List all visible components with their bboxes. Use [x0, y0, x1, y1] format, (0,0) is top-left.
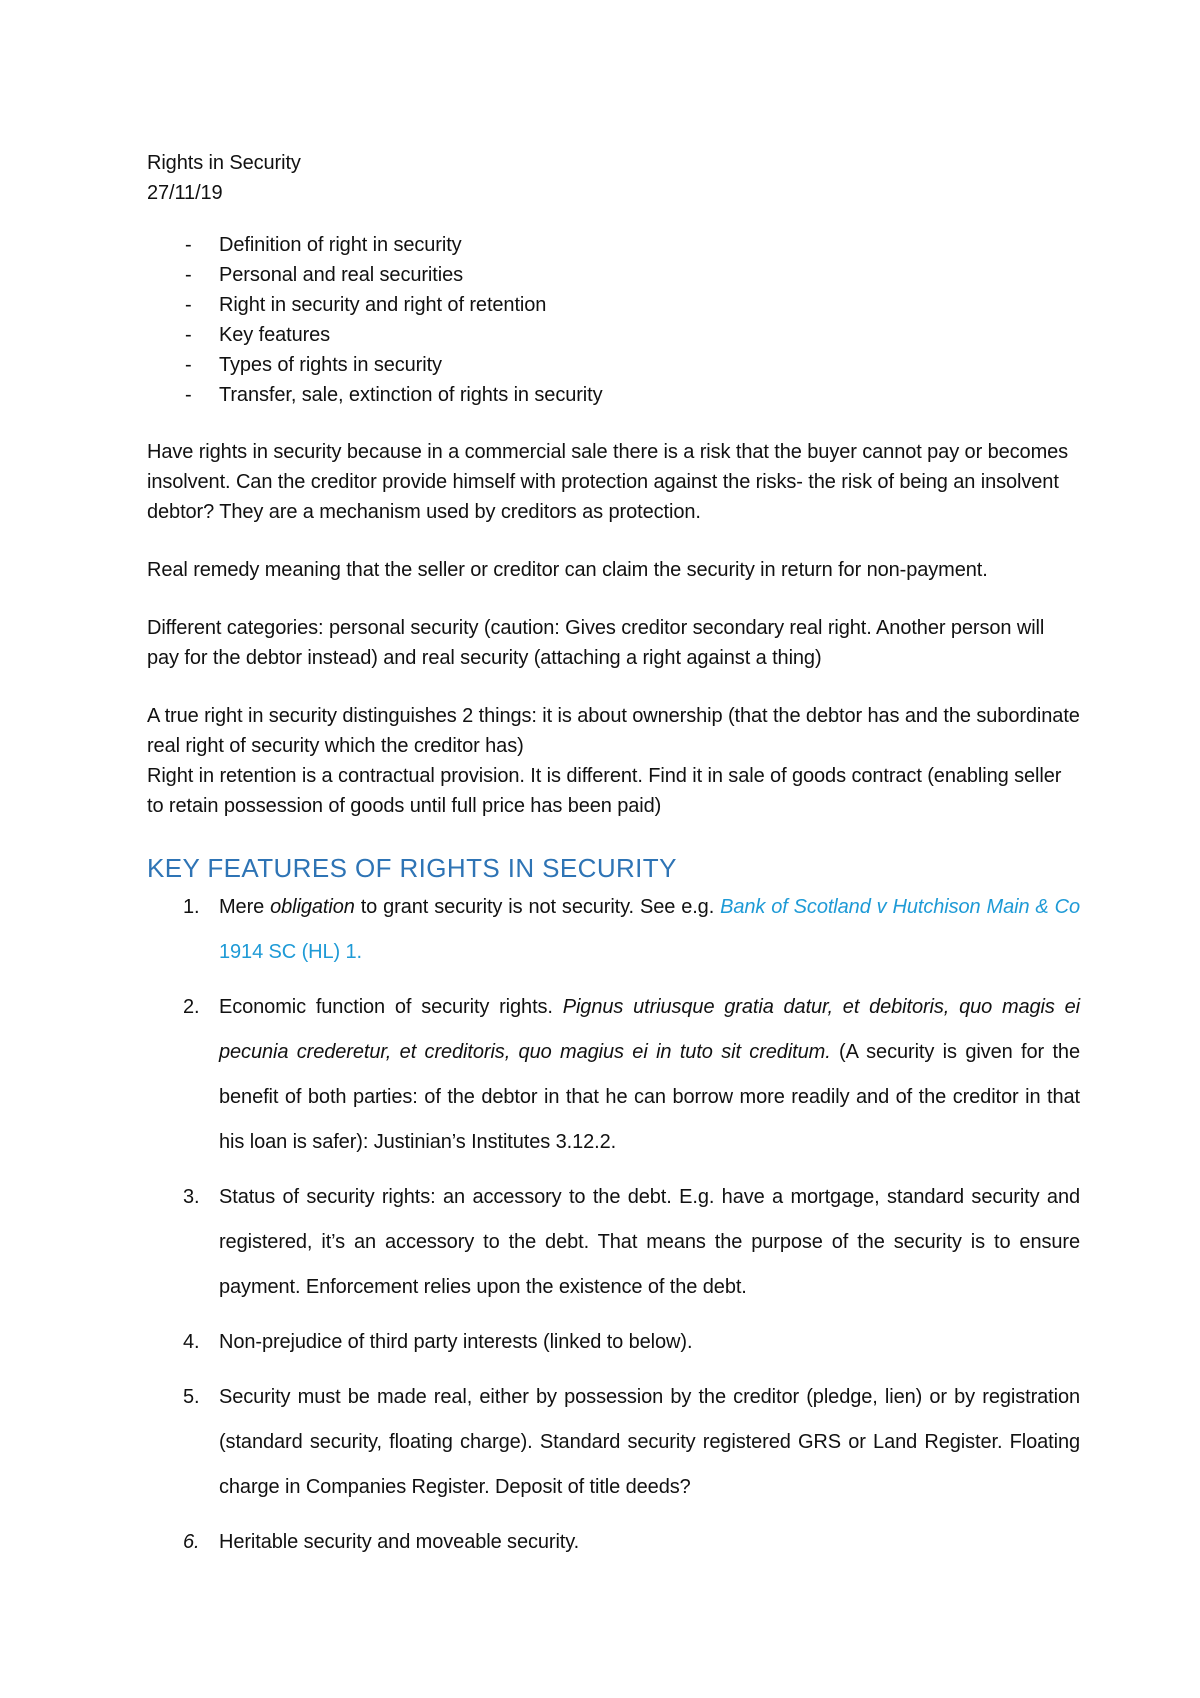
- item-number: 3.: [183, 1186, 200, 1208]
- key-features-list: [147, 885, 1080, 1565]
- feature-item-2: 2. Economic function of security rights. Pignus utriusque gratia datur, et debitoris, quo magis ei pecunia crederetur, et creditoris, quo magius ei in tuto sit creditum. (A security is given for the benefit of both parties: of the debtor in that he can borrow more readily and of the creditor in that his loan is safer): Justinian’s Institutes 3.12.2.: [147, 985, 1080, 1165]
- list-item: - Right in security and right of retention: [147, 290, 1080, 320]
- list-item: - Types of rights in security: [147, 350, 1080, 380]
- item-number: 4.: [183, 1331, 200, 1353]
- document-title: Rights in Security: [147, 152, 301, 174]
- paragraph-retention: Right in retention is a contractual provision. It is different. Find it in sale of goods contract (enabling seller to retain possession of goods until full price has been paid): [147, 765, 1062, 817]
- item-number: 1.: [183, 896, 200, 918]
- paragraph-real-remedy: Real remedy meaning that the seller or creditor can claim the security in return for non-payment.: [147, 559, 988, 581]
- list-item: - Transfer, sale, extinction of rights in security: [147, 380, 1080, 410]
- list-item: - Key features: [147, 320, 1080, 350]
- item-number: 5.: [183, 1386, 200, 1408]
- feature-item-5: 5. Security must be made real, either by possession by the creditor (pledge, lien) or by registration (standard security, floating charge). Standard security registered GRS or Land Register. Floating charge in Companies Register. Deposit of title deeds?: [147, 1375, 1080, 1510]
- case-citation: Bank of Scotland v Hutchison Main & Co: [720, 896, 1080, 918]
- feature-item-3: 3. Status of security rights: an accessory to the debt. E.g. have a mortgage, standard security and registered, it’s an accessory to the debt. That means the purpose of the security is to ensure payment. Enforcement relies upon the existence of the debt.: [147, 1175, 1080, 1310]
- section-heading: KEY FEATURES OF RIGHTS IN SECURITY: [147, 853, 677, 883]
- dash-bullet: -: [185, 294, 192, 316]
- paragraph-true-right: A true right in security distinguishes 2 things: it is about ownership (that the debtor has and the subordinate real right of security which the creditor has): [147, 705, 1080, 757]
- document-date: 27/11/19: [147, 182, 223, 204]
- dash-bullet: -: [185, 234, 192, 256]
- list-item: - Definition of right in security: [147, 230, 1080, 260]
- list-item: - Personal and real securities: [147, 260, 1080, 290]
- feature-item-4: 4. Non-prejudice of third party interests (linked to below).: [147, 1320, 1080, 1365]
- dash-bullet: -: [185, 384, 192, 406]
- outline-list: [147, 230, 1080, 410]
- item-number: 6.: [183, 1531, 200, 1553]
- paragraph-categories: Different categories: personal security (caution: Gives creditor secondary real right. Another person will pay for the debtor instead) and real security (attaching a right against a thing): [147, 617, 1045, 669]
- feature-item-1: 1. Mere obligation to grant security is not security. See e.g. Bank of Scotland v Hutchison Main & Co 1914 SC (HL) 1.: [147, 885, 1080, 975]
- item-number: 2.: [183, 996, 200, 1018]
- case-reference: 1914 SC (HL) 1.: [219, 941, 363, 963]
- feature-item-6: 6. Heritable security and moveable security.: [147, 1520, 1080, 1565]
- dash-bullet: -: [185, 264, 192, 286]
- dash-bullet: -: [185, 354, 192, 376]
- paragraph-risk: Have rights in security because in a commercial sale there is a risk that the buyer cannot pay or becomes insolvent. Can the creditor provide himself with protection against the risks- the risk of being an insolvent debtor? They are a mechanism used by creditors as protection.: [147, 441, 1069, 523]
- dash-bullet: -: [185, 324, 192, 346]
- latin-quote: Pignus utriusque gratia datur, et debitoris, quo magis ei pecunia crederetur, et creditoris, quo magius ei in tuto sit creditum.: [219, 996, 1080, 1063]
